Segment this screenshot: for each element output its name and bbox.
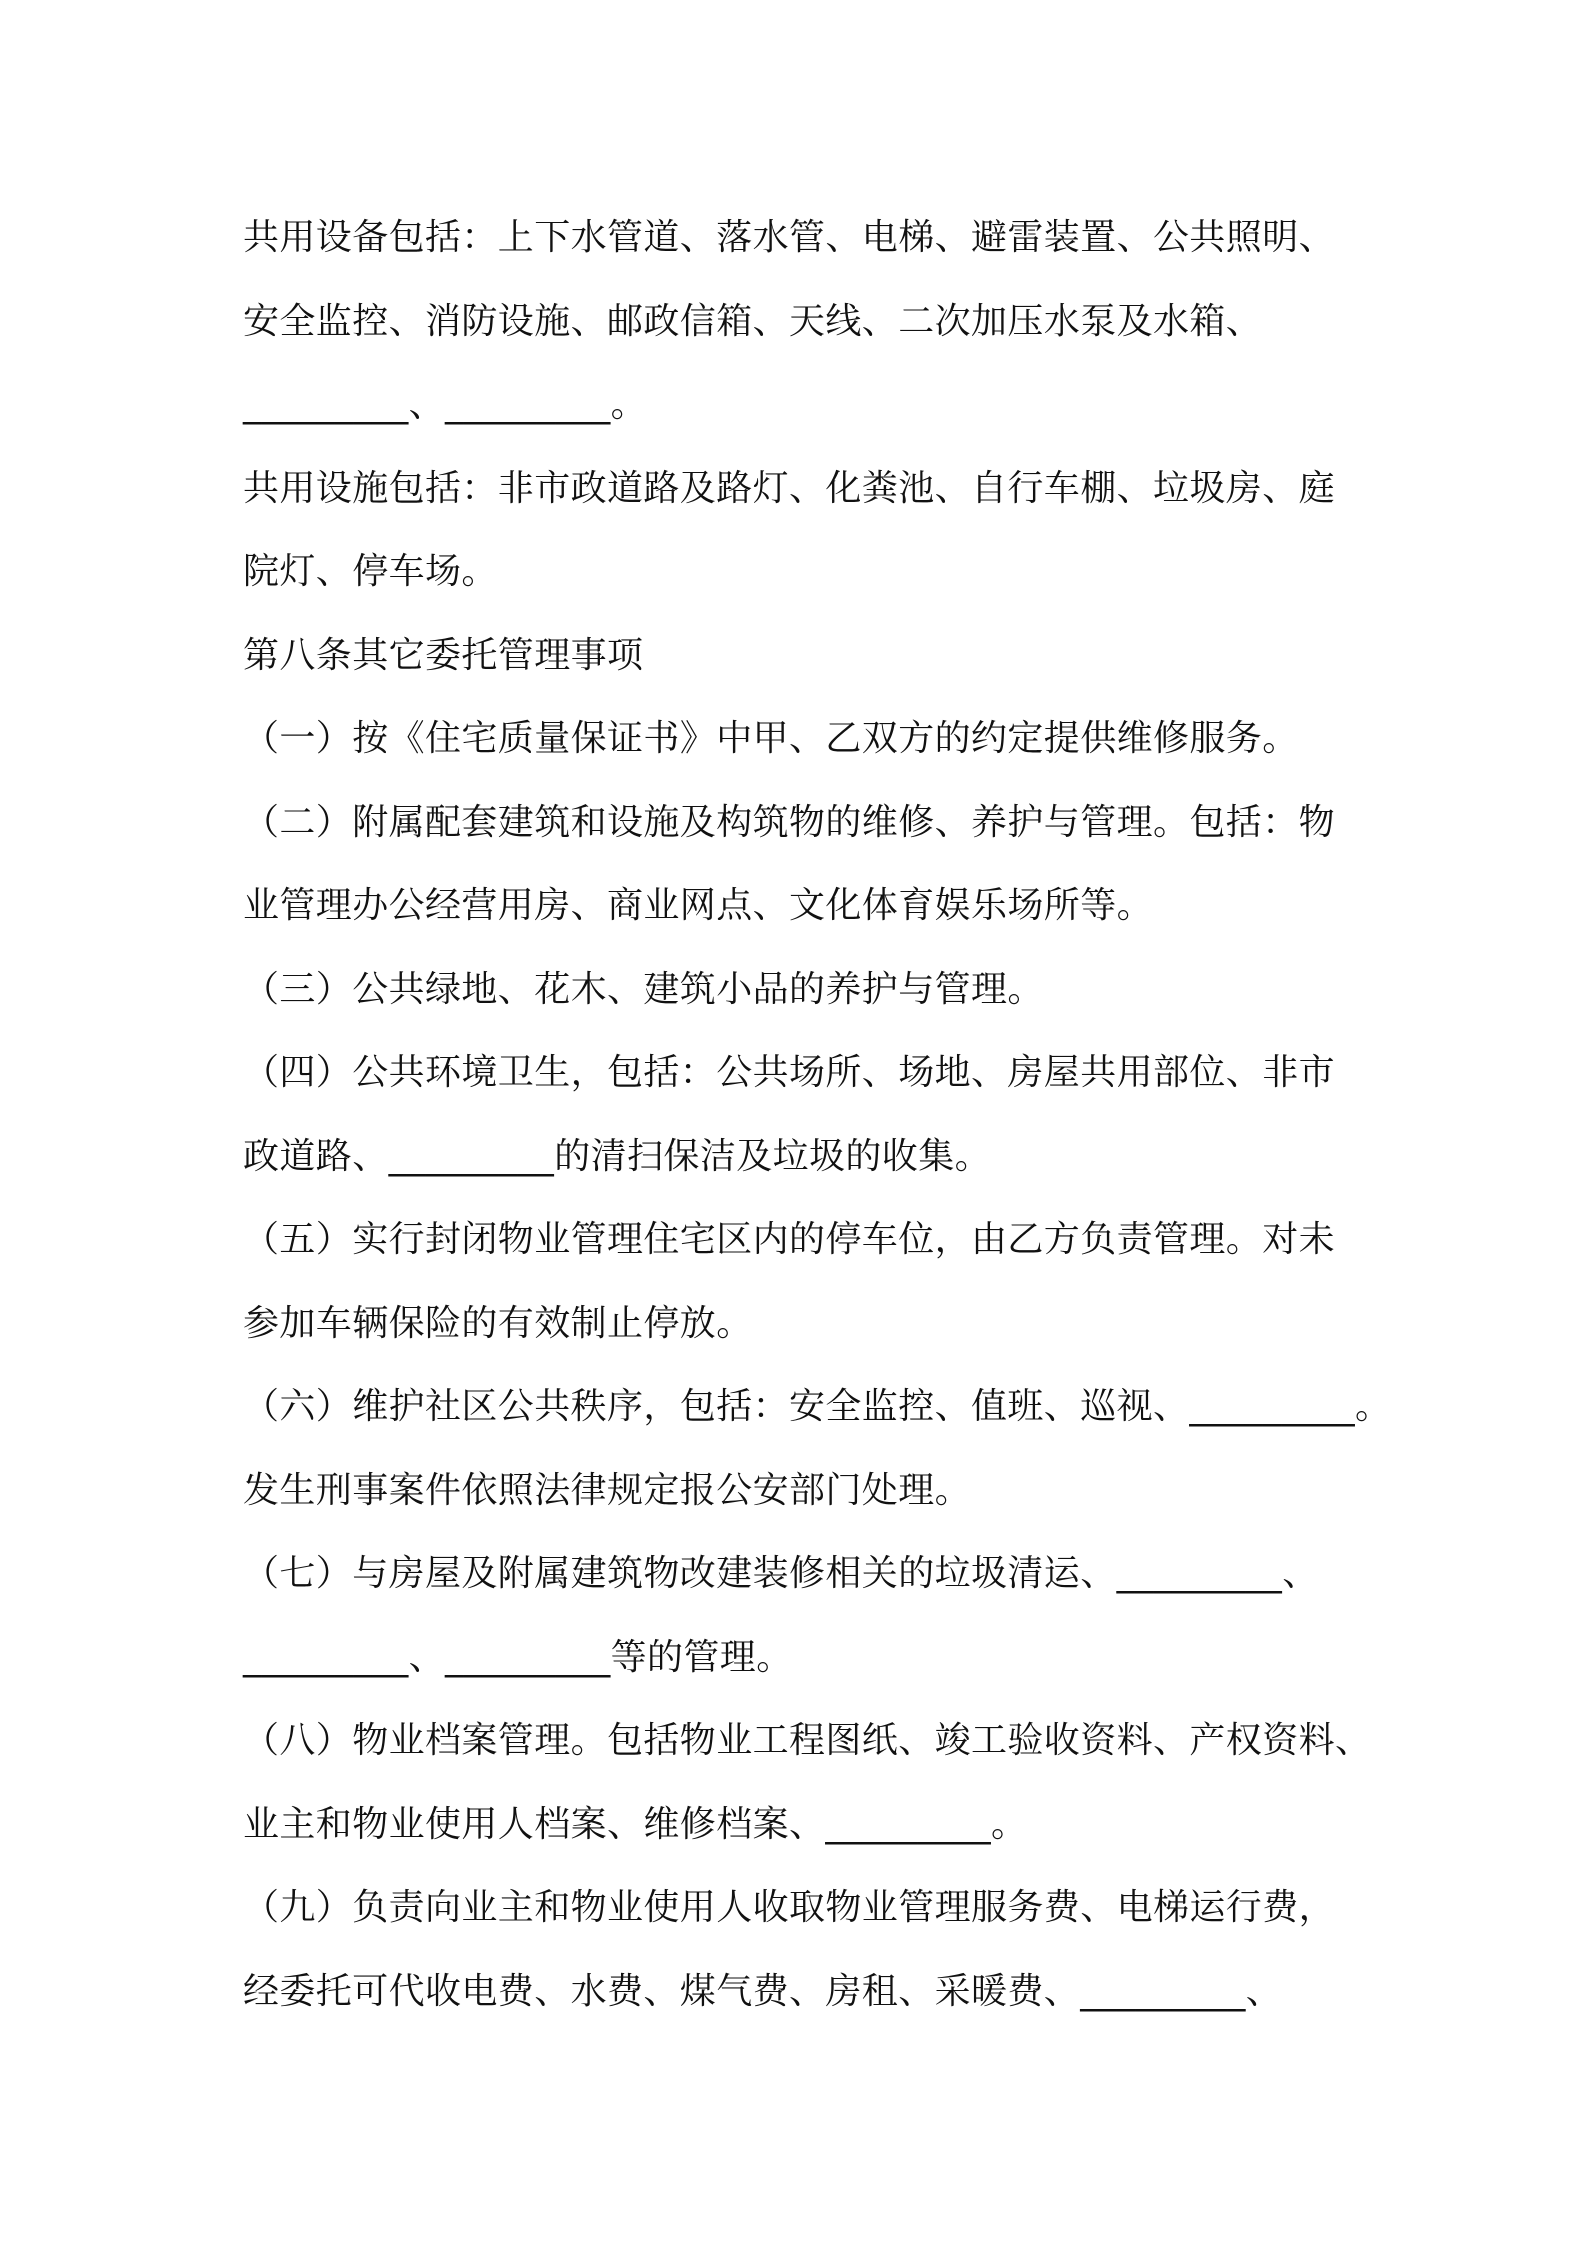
document-body [243, 196, 1392, 2033]
text-line: （八）物业档案管理。包括物业工程图纸、竣工验收资料、产权资料、 [243, 1720, 1372, 1761]
text-line: （九）负责向业主和物业使用人收取物业管理服务费、电梯运行费， [243, 1887, 1336, 1928]
text-line: （一）按《住宅质量保证书》中甲、乙双方的约定提供维修服务。 [243, 718, 1299, 759]
text-line: （四）公共环境卫生，包括：公共场所、场地、房屋共用部位、非市 [243, 1052, 1336, 1093]
text-line: 院灯、停车场。 [243, 551, 498, 592]
text-line: _________、_________等的管理。 [243, 1636, 793, 1678]
text-line: 参加车辆保险的有效制止停放。 [243, 1302, 753, 1344]
text-line: _________、_________。 [243, 384, 647, 425]
text-line: 发生刑事案件依照法律规定报公安部门处理。 [243, 1469, 972, 1511]
text-line: 业管理办公经营用房、商业网点、文化体育娱乐场所等。 [243, 885, 1154, 926]
text-line: 安全监控、消防设施、邮政信箱、天线、二次加压水泵及水箱、 [243, 300, 1263, 342]
text-line: （二）附属配套建筑和设施及构筑物的维修、养护与管理。包括：物 [243, 801, 1336, 843]
text-line: 经委托可代收电费、水费、煤气费、房租、采暖费、_________、 [243, 1970, 1283, 2012]
section-heading: 第八条其它委托管理事项 [243, 634, 644, 676]
text-line: 共用设施包括：非市政道路及路灯、化粪池、自行车棚、垃圾房、庭 [243, 467, 1336, 509]
text-line: （三）公共绿地、花木、建筑小品的养护与管理。 [243, 968, 1044, 1010]
text-line: 共用设备包括：上下水管道、落水管、电梯、避雷装置、公共照明、 [243, 217, 1336, 258]
text-line: （六）维护社区公共秩序，包括：安全监控、值班、巡视、_________。 [243, 1386, 1392, 1427]
text-line: 业主和物业使用人档案、维修档案、_________。 [243, 1803, 1028, 1845]
text-line: （七）与房屋及附属建筑物改建装修相关的垃圾清运、_________、 [243, 1553, 1319, 1594]
text-line: （五）实行封闭物业管理住宅区内的停车位，由乙方负责管理。对未 [243, 1219, 1336, 1260]
text-line: 政道路、_________的清扫保洁及垃圾的收集。 [243, 1135, 992, 1177]
